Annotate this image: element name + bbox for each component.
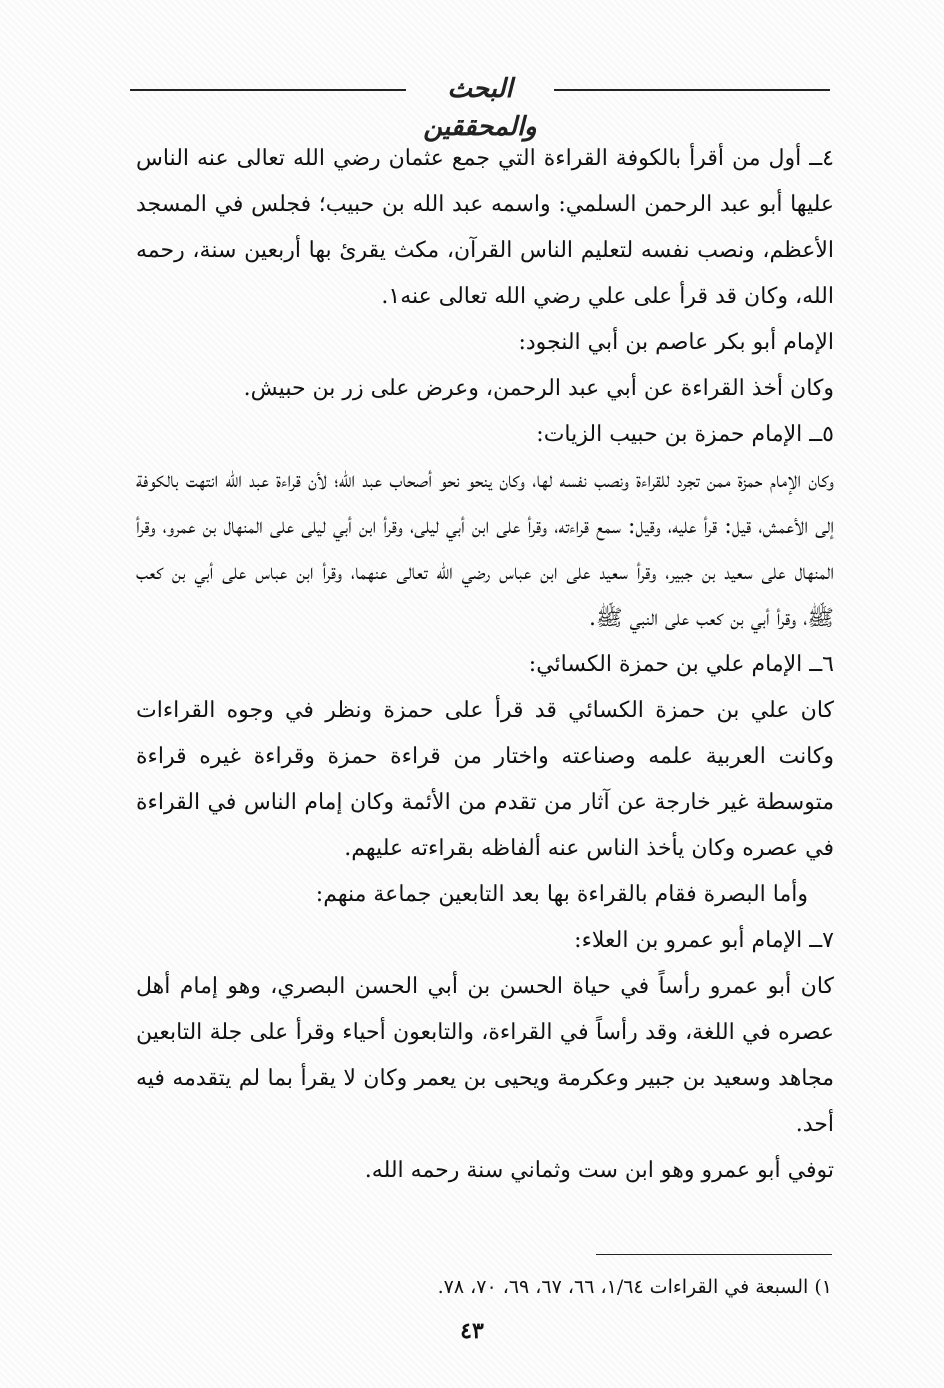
page-header [130, 64, 830, 142]
header-rule-left [130, 89, 406, 91]
paragraph: ٤ــ أول من أقرأ بالكوفة القراءة التي جمع عثمان رضي الله تعالى عنه الناس عليها أبو عبد الرحمن السلمي: واسمه عبد الله بن حبيب؛ فجلس في المسجد الأعظم، ونصب نفسه لتعليم الناس القرآن، مكث يقرئ بها أربعين سنة، رحمه الله، وكان قد قرأ على علي رضي الله تعالى عنه١. [136, 146, 834, 309]
paragraph: توفي أبو عمرو وهو ابن ست وثماني سنة رحمه الله. [364, 1158, 834, 1183]
section-heading: ٧ــ الإمام أبو عمرو بن العلاء: [574, 928, 834, 953]
header-rule-right [554, 89, 830, 91]
section-heading: ٦ــ الإمام علي بن حمزة الكسائي: [528, 652, 834, 677]
page-number: ٤٣ [460, 1318, 484, 1344]
footnote-divider [596, 1254, 832, 1255]
paragraph: كان أبو عمرو رأساً في حياة الحسن بن أبي الحسن البصري، وهو إمام أهل عصره في اللغة، وقد رأساً في القراءة، والتابعون أحياء وقرأ على جلة التابعين مجاهد وسعيد بن جبير وعكرمة ويحيى بن يعمر وكان لا يقرأ بما لم يتقدمه فيه أحد. [136, 974, 834, 1137]
body-text [136, 136, 834, 1194]
section-heading: الإمام أبو بكر عاصم بن أبي النجود: [518, 330, 834, 355]
paragraph: وكان أخذ القراءة عن أبي عبد الرحمن، وعرض على زر بن حبيش. [243, 376, 834, 401]
footnote: ١) السبعة في القراءات ١/٦٤، ٦٦، ٦٧، ٦٩، ٧٠، ٧٨. [437, 1276, 832, 1298]
paragraph: وأما البصرة فقام بالقراءة بها بعد التابعين جماعة منهم: [315, 882, 808, 907]
header-logo: البحث والمحققين [423, 74, 537, 142]
paragraph: كان علي بن حمزة الكسائي قد قرأ على حمزة ونظر في وجوه القراءات وكانت العربية علمه وصناعته واختار من قراءة حمزة وقراءة غيره قراءة متوسطة غير خارجة عن آثار من تقدم من الأئمة وكان إمام الناس في القراءة في عصره وكان يأخذ الناس عنه ألفاظه بقراءته عليهم. [136, 698, 834, 861]
paragraph: وكان الإمام حمزة ممن تجرد للقراءة ونصب نفسه لها، وكان ينحو نحو أصحاب عبد الله؛ لأن قراءة عبد الله انتهت بالكوفة إلى الأعمش، قيل: قرأ عليه، وقيل: سمع قراءته، وقرأ على ابن أبي ليلى، وقرأ ابن أبي ليلى على المنهال بن عمرو، وقرأ المنهال على سعيد بن جبير، وقرأ سعيد على ابن عباس رضي الله تعالى عنهما، وقرأ ابن عباس على أبي بن كعب ﷺ، وقرأ أبي بن كعب على النبي ﷺ. [136, 468, 834, 631]
section-heading: ٥ــ الإمام حمزة بن حبيب الزيات: [536, 422, 834, 447]
